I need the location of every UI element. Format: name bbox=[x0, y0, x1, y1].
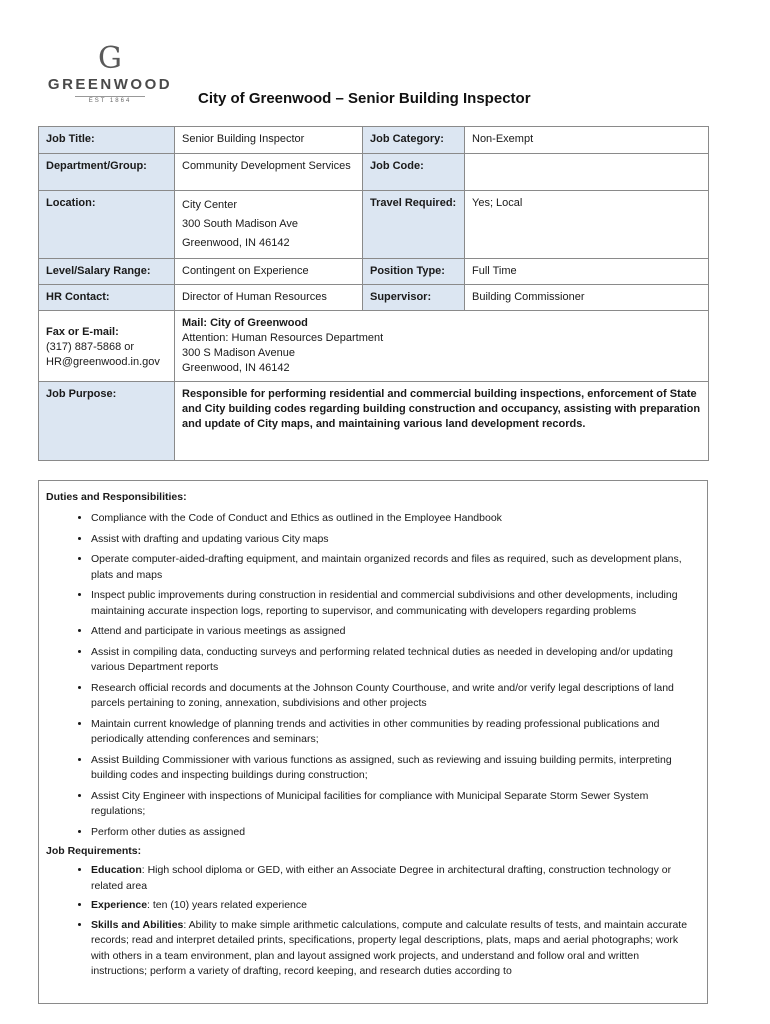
education-text: : High school diploma or GED, with either an Associate Degree in architectural drafting, construction technology or related area bbox=[91, 864, 672, 892]
mail-address-cell bbox=[175, 311, 709, 382]
hr-contact-label: HR Contact: bbox=[39, 285, 175, 311]
location-line: 300 South Madison Ave bbox=[182, 218, 298, 230]
location-line: Greenwood, IN 46142 bbox=[182, 237, 290, 249]
list-item: • Operate computer-aided-drafting equipment, and maintain organized records and files as required, such as development plans, plats and maps bbox=[91, 552, 691, 583]
mail-line: Attention: Human Resources Department bbox=[182, 332, 384, 344]
logo-letter: G bbox=[98, 41, 122, 76]
mail-label: Mail: City of Greenwood bbox=[182, 317, 308, 329]
mail-line: Greenwood, IN 46142 bbox=[182, 362, 290, 374]
skills-text: : Ability to make simple arithmetic calculations, compute and calculate results of tests, and maintain accurate records; read and interpret detailed prints, specifications, property legal descriptions, plats, maps and aerial photographs; work with others in a team environment, plan and layout assigned work projects, and understand and follow oral and written instructions; perform a variety of drafting, record keeping, and research duties according to bbox=[91, 918, 688, 977]
job-code-label: Job Code: bbox=[363, 154, 465, 191]
job-title-label: Job Title: bbox=[39, 127, 175, 154]
education-label: Education bbox=[91, 864, 142, 876]
list-item: • Perform other duties as assigned bbox=[91, 825, 691, 841]
list-item: • Attend and participate in various meetings as assigned bbox=[91, 624, 691, 640]
list-item: • Inspect public improvements during construction in residential and commercial subdivisions and other developments, including maintaining accurate inspection logs, reporting to supervisor, and communicating with developers regarding problems bbox=[91, 588, 691, 619]
position-type-label: Position Type: bbox=[363, 259, 465, 285]
duties-section bbox=[38, 480, 708, 1004]
travel-label: Travel Required: bbox=[363, 191, 465, 259]
department-label: Department/Group: bbox=[39, 154, 175, 191]
hr-email-link[interactable]: HR@greenwood.in.gov bbox=[46, 356, 160, 368]
list-item: • Research official records and documents at the Johnson County Courthouse, and write and/or verify legal descriptions of land parcels pertaining to zoning, annexation, subdivisions and other projects bbox=[91, 681, 691, 712]
list-item: • Compliance with the Code of Conduct and Ethics as outlined in the Employee Handbook bbox=[91, 511, 691, 527]
list-item bbox=[91, 863, 691, 894]
fax-email-label: Fax or E-mail: bbox=[46, 326, 119, 338]
supervisor-value: Building Commissioner bbox=[465, 285, 709, 311]
logo-wordmark: GREENWOOD bbox=[47, 76, 173, 93]
department-value: Community Development Services bbox=[175, 154, 363, 191]
list-item: • Assist with drafting and updating various City maps bbox=[91, 532, 691, 548]
location-label: Location: bbox=[39, 191, 175, 259]
experience-text: : ten (10) years related experience bbox=[147, 899, 307, 911]
page-title: City of Greenwood – Senior Building Inspector bbox=[198, 90, 531, 107]
requirements-list bbox=[39, 863, 707, 980]
list-item: • Assist Building Commissioner with various functions as assigned, such as reviewing and issuing building permits, interpreting building codes and inspecting buildings during construction; bbox=[91, 753, 691, 784]
job-title-value: Senior Building Inspector bbox=[175, 127, 363, 154]
job-code-value bbox=[465, 154, 709, 191]
list-item: • Assist City Engineer with inspections of Municipal facilities for compliance with Municipal Separate Storm Sewer System regulations; bbox=[91, 789, 691, 820]
job-category-value: Non-Exempt bbox=[465, 127, 709, 154]
skills-label: Skills and Abilities bbox=[91, 918, 184, 931]
travel-value: Yes; Local bbox=[465, 191, 709, 259]
job-category-label: Job Category: bbox=[363, 127, 465, 154]
list-item: • Maintain current knowledge of planning trends and activities in other communities by reading professional publications and periodically attending conferences and seminars; bbox=[91, 717, 691, 748]
list-item bbox=[91, 898, 691, 914]
mail-line: 300 S Madison Avenue bbox=[182, 347, 295, 359]
list-item: • Assist in compiling data, conducting surveys and performing related technical duties as needed in developing and/or updating various Department reports bbox=[91, 645, 691, 676]
job-info-table bbox=[38, 126, 709, 461]
experience-label: Experience bbox=[91, 899, 148, 911]
greenwood-logo bbox=[40, 41, 180, 104]
requirements-heading: Job Requirements: bbox=[46, 845, 142, 857]
salary-value: Contingent on Experience bbox=[175, 259, 363, 285]
location-value bbox=[175, 191, 363, 259]
job-purpose-value: Responsible for performing residential and commercial building inspections, enforcement of State and City building codes regarding building construction and occupancy, assisting with preparation and update of City maps, and maintaining various land development records. bbox=[175, 382, 709, 461]
position-type-value: Full Time bbox=[465, 259, 709, 285]
list-item bbox=[91, 918, 691, 980]
duties-heading: Duties and Responsibilities: bbox=[46, 491, 187, 503]
hr-contact-value: Director of Human Resources bbox=[175, 285, 363, 311]
logo-established: EST 1864 bbox=[75, 96, 145, 104]
fax-email-cell bbox=[39, 311, 175, 382]
supervisor-label: Supervisor: bbox=[363, 285, 465, 311]
salary-label: Level/Salary Range: bbox=[39, 259, 175, 285]
job-purpose-label: Job Purpose: bbox=[39, 382, 175, 461]
fax-phone: (317) 887-5868 or bbox=[46, 341, 135, 353]
duties-list bbox=[39, 511, 707, 840]
location-line: City Center bbox=[182, 199, 238, 211]
